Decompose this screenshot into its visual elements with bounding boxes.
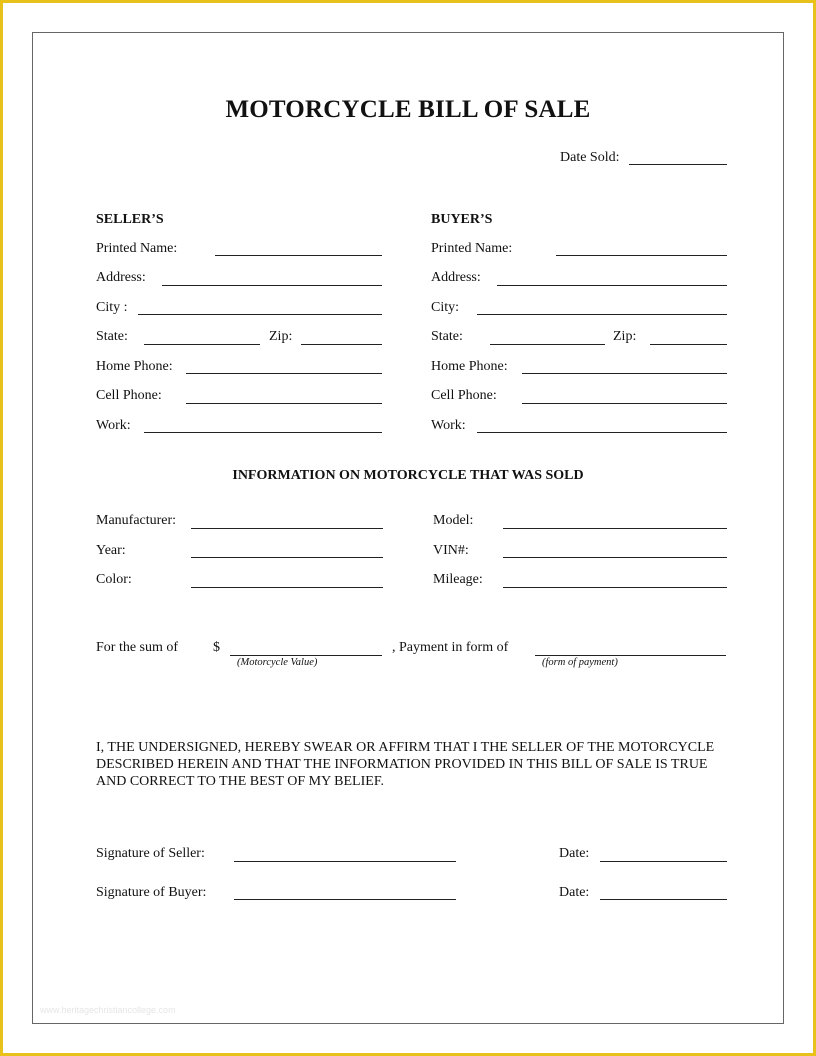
seller-home-phone-label: Home Phone: <box>96 359 173 374</box>
color-field[interactable] <box>191 587 383 588</box>
date-sold-label: Date Sold: <box>560 150 620 165</box>
manufacturer-field[interactable] <box>191 528 383 529</box>
vehicle-info-heading: INFORMATION ON MOTORCYCLE THAT WAS SOLD <box>232 468 584 483</box>
currency-symbol: $ <box>213 640 220 655</box>
seller-cell-phone-field[interactable] <box>186 403 382 404</box>
year-label: Year: <box>96 543 126 558</box>
buyer-address-field[interactable] <box>497 285 727 286</box>
buyer-home-phone-label: Home Phone: <box>431 359 508 374</box>
buyer-state-label: State: <box>431 329 463 344</box>
seller-work-field[interactable] <box>144 432 382 433</box>
buyer-cell-phone-label: Cell Phone: <box>431 388 497 403</box>
manufacturer-label: Manufacturer: <box>96 513 177 528</box>
motorcycle-value-caption: (Motorcycle Value) <box>237 657 318 668</box>
seller-work-label: Work: <box>96 418 131 433</box>
seller-printed-name-label: Printed Name: <box>96 241 178 256</box>
buyer-heading: BUYER’S <box>431 212 493 227</box>
seller-printed-name-field[interactable] <box>215 255 382 256</box>
buyer-work-field[interactable] <box>477 432 727 433</box>
document-title: MOTORCYCLE BILL OF SALE <box>225 96 591 123</box>
buyer-city-label: City: <box>431 300 460 315</box>
buyer-date-field[interactable] <box>600 899 727 900</box>
buyer-state-field[interactable] <box>490 344 605 345</box>
seller-address-field[interactable] <box>162 285 382 286</box>
seller-state-field[interactable] <box>144 344 260 345</box>
sum-label: For the sum of <box>96 640 179 655</box>
declaration-text: I, THE UNDERSIGNED, HEREBY SWEAR OR AFFIRM THAT I THE SELLER OF THE MOTORCYCLE DESCRIBED HEREIN AND THAT THE INFORMATION PROVIDED IN THIS BILL OF SALE IS TRUE AND CORRECT TO THE BEST OF MY BELIEF. <box>96 740 715 789</box>
payment-form-label: , Payment in form of <box>392 640 509 655</box>
seller-date-label: Date: <box>559 846 590 861</box>
seller-zip-label: Zip: <box>269 329 293 344</box>
date-sold-field[interactable] <box>629 164 727 165</box>
seller-cell-phone-label: Cell Phone: <box>96 388 162 403</box>
buyer-date-label: Date: <box>559 885 590 900</box>
buyer-address-label: Address: <box>431 270 481 285</box>
vin-label: VIN#: <box>433 543 469 558</box>
buyer-cell-phone-field[interactable] <box>522 403 727 404</box>
year-field[interactable] <box>191 557 383 558</box>
seller-signature-label: Signature of Seller: <box>96 846 205 861</box>
mileage-label: Mileage: <box>433 572 483 587</box>
seller-state-label: State: <box>96 329 128 344</box>
seller-heading: SELLER’S <box>96 212 164 227</box>
payment-form-caption: (form of payment) <box>542 657 618 668</box>
payment-form-field[interactable] <box>535 655 726 656</box>
buyer-home-phone-field[interactable] <box>522 373 727 374</box>
buyer-printed-name-label: Printed Name: <box>431 241 513 256</box>
seller-date-field[interactable] <box>600 861 727 862</box>
buyer-zip-field[interactable] <box>650 344 727 345</box>
motorcycle-value-field[interactable] <box>230 655 382 656</box>
vin-field[interactable] <box>503 557 727 558</box>
color-label: Color: <box>96 572 132 587</box>
seller-zip-field[interactable] <box>301 344 382 345</box>
watermark: www.heritagechristiancollege.com <box>40 1005 176 1015</box>
buyer-work-label: Work: <box>431 418 466 433</box>
buyer-signature-field[interactable] <box>234 899 456 900</box>
buyer-city-field[interactable] <box>477 314 727 315</box>
mileage-field[interactable] <box>503 587 727 588</box>
seller-signature-field[interactable] <box>234 861 456 862</box>
buyer-signature-label: Signature of Buyer: <box>96 885 207 900</box>
buyer-printed-name-field[interactable] <box>556 255 727 256</box>
model-label: Model: <box>433 513 474 528</box>
seller-city-field[interactable] <box>138 314 382 315</box>
seller-address-label: Address: <box>96 270 146 285</box>
buyer-zip-label: Zip: <box>613 329 637 344</box>
seller-city-label: City : <box>96 300 128 315</box>
seller-home-phone-field[interactable] <box>186 373 382 374</box>
model-field[interactable] <box>503 528 727 529</box>
